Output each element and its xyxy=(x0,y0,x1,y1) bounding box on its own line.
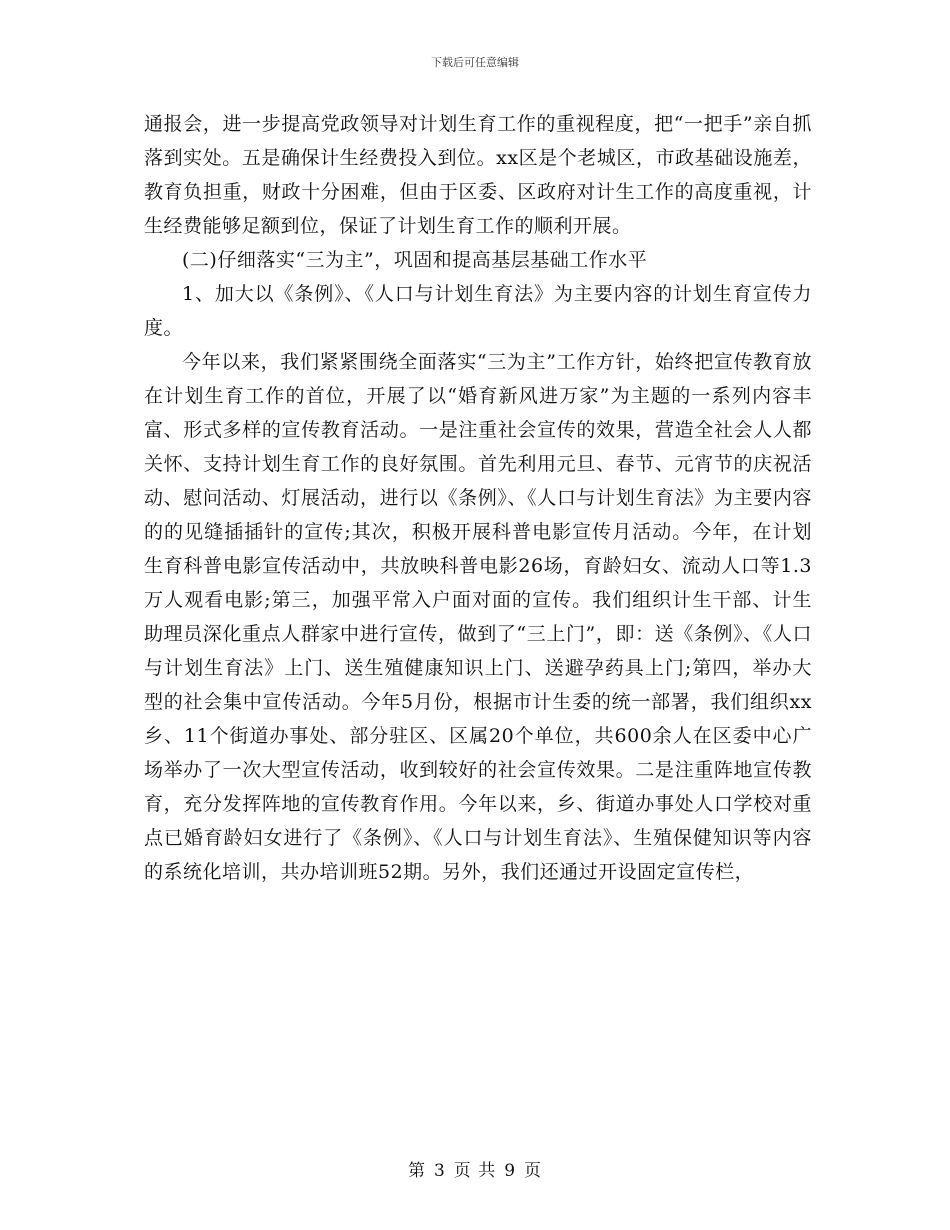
footer-total-pages: 9 xyxy=(504,1161,517,1181)
footer-suffix: 页 xyxy=(524,1161,543,1181)
paragraph-continuation: 通报会，进一步提高党政领导对计划生育工作的重视程度，把“一把手”亲自抓落到实处。五是确保计生经费投入到位。xx区是个老城区，市政基础设施差，教育负担重，财政十分困难，但由于区委、区政府对计生工作的高度重视，计生经费能够足额到位，保证了计划生育工作的顺利开展。 xyxy=(144,113,812,237)
section-heading: (二)仔细落实“三为主”，巩固和提高基层基础工作水平 xyxy=(182,249,648,271)
paragraph-body: 今年以来，我们紧紧围绕全面落实“三为主”工作方针，始终把宣传教育放在计划生育工作的首位，开展了以“婚育新风进万家”为主题的一系列内容丰富、形式多样的宣传教育活动。一是注重社会宣传的效果，营造全社会人人都关怀、支持计划生育工作的良好氛围。首先利用元旦、春节、元宵节的庆祝活动、慰问活动、灯展活动，进行以《条例》、《人口与计划生育法》为主要内容的的见缝插插针的宣传;其次，积极开展科普电影宣传月活动。今年，在计划生育科普电影宣传活动中，共放映科普电影26场，育龄妇女、流动人口等1.3万人观看电影;第三，加强平常入户面对面的宣传。我们组织计生干部、计生助理员深化重点人群家中进行宣传，做到了“三上门”，即：送《条例》、《人口与计划生育法》上门、送生殖健康知识上门、送避孕药具上门;第四，举办大型的社会集中宣传活动。今年5月份，根据市计生委的统一部署，我们组织xx乡、11个街道办事处、部分驻区、区属20个单位，共600余人在区委中心广场举办了一次大型宣传活动，收到较好的社会宣传效果。二是注重阵地宣传教育，充分发挥阵地的宣传教育作用。今年以来，乡、街道办事处人口学校对重点已婚育龄妇女进行了《条例》、《人口与计划生育法》、生殖保健知识等内容的系统化培训，共办培训班52期。另外，我们还通过开设固定宣传栏， xyxy=(144,351,812,883)
page-footer xyxy=(0,1156,950,1181)
footer-middle: 页 共 xyxy=(453,1161,497,1181)
page-header: 下载后可任意编辑 xyxy=(431,56,519,69)
footer-prefix: 第 xyxy=(407,1161,426,1181)
subsection-heading: 1、加大以《条例》、《人口与计划生育法》为主要内容的计划生育宣传力度。 xyxy=(144,283,812,339)
footer-current-page: 3 xyxy=(433,1161,446,1181)
document-body xyxy=(144,107,812,889)
